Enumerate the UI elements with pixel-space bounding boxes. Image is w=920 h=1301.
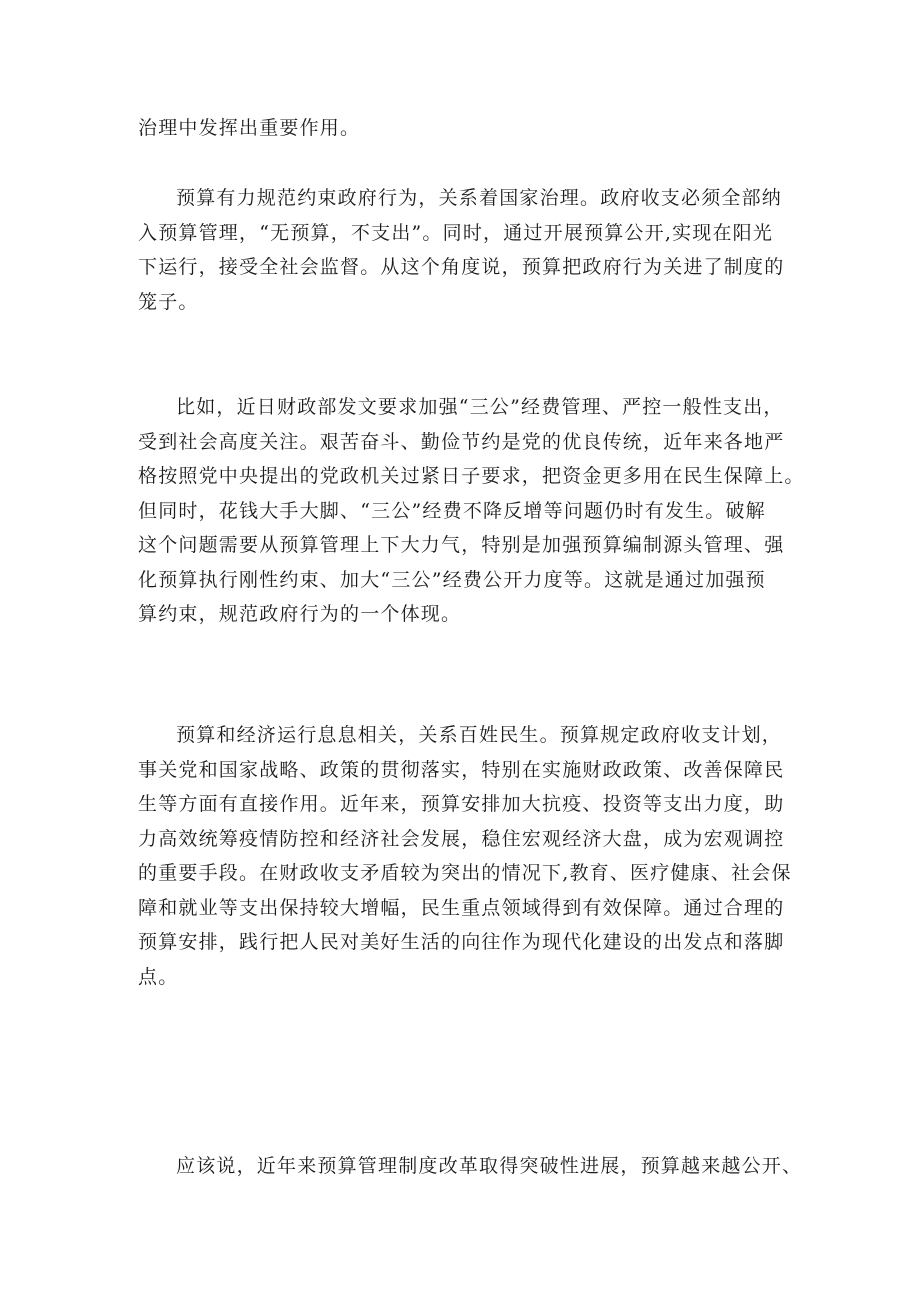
paragraph-line: 受到社会高度关注。艰苦奋斗、勤俭节约是党的优良传统，近年来各地严: [138, 430, 785, 453]
paragraph-5: [138, 1149, 803, 1184]
paragraph-line: 预算安排，践行把人民对美好生活的向往作为现代化建设的出发点和落脚: [138, 931, 785, 953]
paragraph-line: 障和就业等支出保持较大增幅，民生重点领域得到有效保障。通过合理的: [138, 896, 785, 919]
paragraph-line: 预算有力规范约束政府行为，关系着国家治理。政府收支必须全部纳: [176, 187, 783, 209]
paragraph-line: 点。: [138, 965, 179, 988]
paragraph-line: 下运行，接受全社会监督。从这个角度说，预算把政府行为关进了制度的: [138, 256, 785, 278]
paragraph-line: 但同时，花钱大手大脚、“三公”经费不降反增等问题仍时有发生。破解: [138, 499, 766, 522]
paragraph-line: 笼子。: [138, 290, 199, 313]
paragraph-line: 事关党和国家战略、政策的贯彻落实，特别在实施财政政策、改善保障民: [138, 758, 785, 781]
paragraph-line: 比如，近日财政部发文要求加强“三公”经费管理、严控一般性支出，: [176, 396, 784, 418]
paragraph-line: 力高效统筹疫情防控和经济社会发展，稳住宏观经济大盘，成为宏观调控: [138, 827, 785, 850]
paragraph-3: [138, 390, 805, 632]
paragraph-line: 化预算执行刚性约束、加大“三公”经费公开力度等。这就是通过加强预: [138, 568, 766, 591]
paragraph-line: 治理中发挥出重要作用。: [138, 117, 361, 139]
paragraph-line: 预算和经济运行息息相关，关系百姓民生。预算规定政府收支计划，: [176, 724, 783, 746]
paragraph-4: [138, 718, 798, 994]
paragraph-1: [138, 111, 798, 146]
paragraph-line: 这个问题需要从预算管理上下大力气，特别是加强预算编制源头管理、强: [138, 534, 785, 556]
paragraph-line: 应该说，近年来预算管理制度改革取得突破性进展，预算越来越公开、: [176, 1155, 803, 1177]
paragraph-line: 的重要手段。在财政收支矛盾较为突出的情况下,教育、医疗健康、社会保: [138, 862, 792, 884]
paragraph-line: 算约束，规范政府行为的一个体现。: [138, 603, 462, 625]
paragraph-line: 格按照党中央提出的党政机关过紧日子要求，把资金更多用在民生保障上。: [138, 465, 805, 487]
paragraph-line: 入预算管理，“无预算，不支出”。同时，通过开展预算公开,实现在阳光: [138, 221, 774, 244]
paragraph-2: [138, 181, 798, 319]
paragraph-line: 生等方面有直接作用。近年来，预算安排加大抗疫、投资等支出力度，助: [138, 793, 785, 815]
